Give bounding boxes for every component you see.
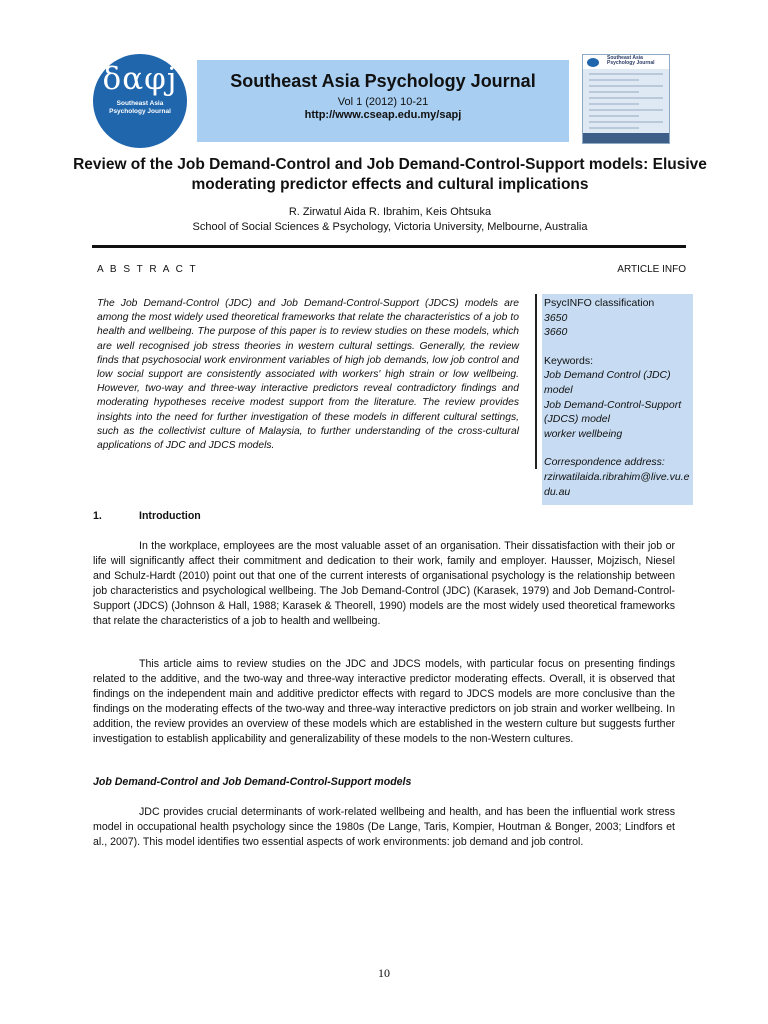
logo-mark: δαφj <box>102 61 178 97</box>
article-affiliation: School of Social Sciences & Psychology, Victoria University, Melbourne, Australia <box>192 221 588 233</box>
section-number: 1. <box>93 510 102 522</box>
abstract-divider <box>535 294 537 469</box>
correspondence-label: Correspondence address: <box>544 456 665 469</box>
journal-logo <box>93 54 187 148</box>
cover-logo-icon <box>587 58 599 67</box>
correspondence-email[interactable]: rzirwatilaida.ribrahim@live.vu.edu.au <box>544 470 690 498</box>
abstract-heading: A B S T R A C T <box>97 264 198 275</box>
article-info-heading: ARTICLE INFO <box>617 264 686 275</box>
logo-text <box>93 100 187 116</box>
journal-cover-thumbnail <box>582 54 670 144</box>
keywords-label: Keywords: <box>544 354 594 367</box>
classification-code: 3660 <box>544 326 568 339</box>
section-title: Introduction <box>139 510 201 522</box>
article-title: Review of the Job Demand-Control and Job Demand-Control-Support models: Elusive moderating predictor effects and cultural implications <box>73 156 707 193</box>
header-divider <box>92 245 686 248</box>
article-authors: R. Zirwatul Aida R. Ibrahim, Keis Ohtsuka <box>288 206 492 218</box>
classification-code: 3650 <box>544 311 568 324</box>
keyword-item: Job Demand Control (JDC) model <box>544 369 671 396</box>
classification-label: PsycINFO classification <box>544 297 655 309</box>
keyword-item: Job Demand-Control-Support (JDCS) model <box>544 398 682 426</box>
journal-volume: Vol 1 (2012) 10-21 <box>337 96 429 108</box>
body-paragraph: JDC provides crucial determinants of work-related wellbeing and health, and has been the influential work stress model in occupational health psychology since the 1980s (De Lange, Taris, Kompier, Houtman & Bonger, 2003; Lindfors et al., 2007). This model identifies two essential aspects of work environments: job demand and job control. <box>93 806 675 848</box>
page-number: 10 <box>378 966 390 980</box>
article-info-box <box>542 294 693 505</box>
journal-url[interactable]: http://www.cseap.edu.my/sapj <box>304 109 462 121</box>
section-heading <box>93 510 201 522</box>
body-paragraph: This article aims to review studies on the JDC and JDCS models, with particular focus on presenting findings related to the additive, and the two-way and three-way interactive predictor moderating effects. Overall, it is observed that findings on the independent main and additive predictor effects with regard to JDCS models are more conclusive than the findings on the moderating effects of the two-way and three-way interactive predictors on job strain and worker wellbeing. In addition, the review provides an overview of these models which are established in the western culture but suggests further investigation to establish applicability and generalizability of these models to the non-Western cultures. <box>93 658 675 745</box>
subsection-heading: Job Demand-Control and Job Demand-Control-Support models <box>93 776 412 788</box>
logo-text-line1: Southeast Asia <box>116 100 164 107</box>
cover-title: Southeast Asia Psychology Journal <box>607 55 655 66</box>
journal-header <box>197 60 569 142</box>
journal-title: Southeast Asia Psychology Journal <box>230 71 536 91</box>
keyword-item: worker wellbeing <box>544 427 623 440</box>
logo-text-line2: Psychology Journal <box>109 108 171 115</box>
body-paragraph: In the workplace, employees are the most valuable asset of an organisation. Their dissatisfaction with their job or life will significantly affect their commitment and dedication to their work, family and employer. Hausser, Mojzisch, Niesel and Schulz-Hardt (2010) point out that one of the current interests of organisational psychology is the relationship between job characteristics and psychological wellbeing. The Job Demand-Control (JDC) (Karasek, 1979) and Job Demand-Control-Support (JDCS) (Johnson & Hall, 1988; Karasek & Theorell, 1990) models are the most widely used theoretical frameworks that relate the characteristics of a job to health and wellbeing. <box>93 540 675 627</box>
abstract-text: The Job Demand-Control (JDC) and Job Demand-Control-Support (JDCS) models are among the most widely used theoretical frameworks that relate the characteristics of a job to health and wellbeing. The purpose of this paper is to review studies on these models, which are well recognised job stress theories in western cultural settings. Generally, the review finds that psychosocial work environment variables of high job demands, low job control and low social support are consistently associated with workers' high strain or low wellbeing. However, two-way and three-way interactive predictors reveal contradictory findings and moderating hypotheses receive modest support from the literature. The review provides insights into the need for further investigation of these models in different cultural settings, such as the collectivist culture of Malaysia, to further understanding of the cross-cultural applications of JDC and JDCS models. <box>97 298 519 452</box>
